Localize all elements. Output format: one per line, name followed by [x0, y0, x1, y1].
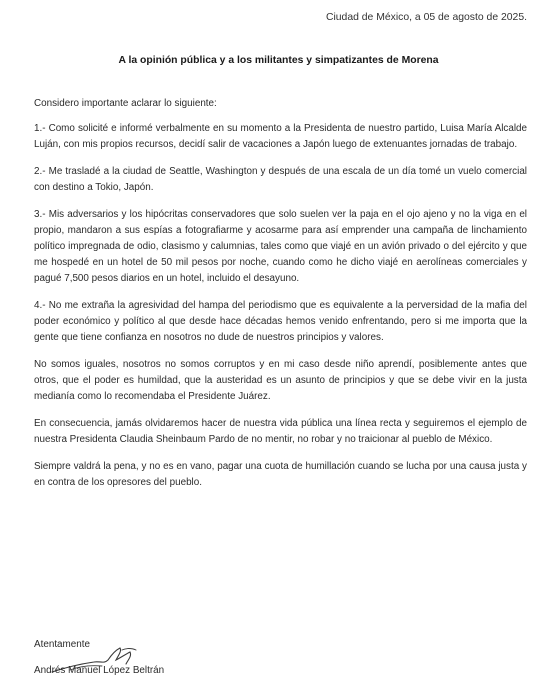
paragraph-4: 4.- No me extraña la agresividad del hampa del periodismo que es equivalente a la perversidad de la mafia del poder económico y político al que desde hace décadas hemos venido enfrentando, pero si me importa que la gente que tiene confianza en nosotros no dude de nuestros principios y valores. — [34, 300, 527, 343]
paragraph-6: En consecuencia, jamás olvidaremos hacer de nuestra vida pública una línea recta y seguiremos el ejemplo de nuestra Presidenta Claudia Sheinbaum Pardo de no mentir, no robar y no traicionar al pueblo de México. — [34, 418, 527, 445]
letter-heading: A la opinión pública y a los militantes y simpatizantes de Morena — [118, 55, 439, 66]
place-date: Ciudad de México, a 05 de agosto de 2025. — [325, 12, 527, 23]
paragraph-2: 2.- Me trasladé a la ciudad de Seattle, Washington y después de una escala de un día tomé un vuelo comercial con destino a Tokio, Japón. — [34, 166, 527, 193]
intro-paragraph: Considero importante aclarar lo siguiente: — [34, 98, 217, 109]
closing-text: Atentamente — [34, 639, 90, 650]
paragraph-7: Siempre valdrá la pena, y no es en vano, pagar una cuota de humillación cuando se lucha por una causa justa y en contra de los opresores del pueblo. — [34, 461, 527, 488]
paragraph-3: 3.- Mis adversarios y los hipócritas conservadores que solo suelen ver la paja en el ojo ajeno y no la viga en el propio, mandaron a sus espías a fotografiarme y acosarme para así emprender una campaña de linchamiento político impregnada de odio, clasismo y calumnias, tales como que viajé en un avión privado o del ejército y que me hospedé en un hotel de 50 mil pesos por noche, cuando como he dicho viajé en aerolíneas comerciales y pagué 7,500 pesos diarios en un hotel, incluido el desayuno. — [34, 209, 527, 284]
paragraph-5: No somos iguales, nosotros no somos corruptos y en mi caso desde niño aprendí, posiblemente antes que otros, que el poder es humildad, que la austeridad es un asunto de principios y que se debe vivir en la justa medianía como lo recomendaba el Presidente Juárez. — [34, 359, 527, 402]
paragraph-1: 1.- Como solicité e informé verbalmente en su momento a la Presidenta de nuestro partido, Luisa María Alcalde Luján, con mis propios recursos, decidí salir de vacaciones a Japón luego de extenuantes jornadas de trabajo. — [34, 123, 527, 150]
signer-name: Andrés Manuel López Beltrán — [34, 665, 165, 676]
letter-body — [34, 96, 527, 502]
